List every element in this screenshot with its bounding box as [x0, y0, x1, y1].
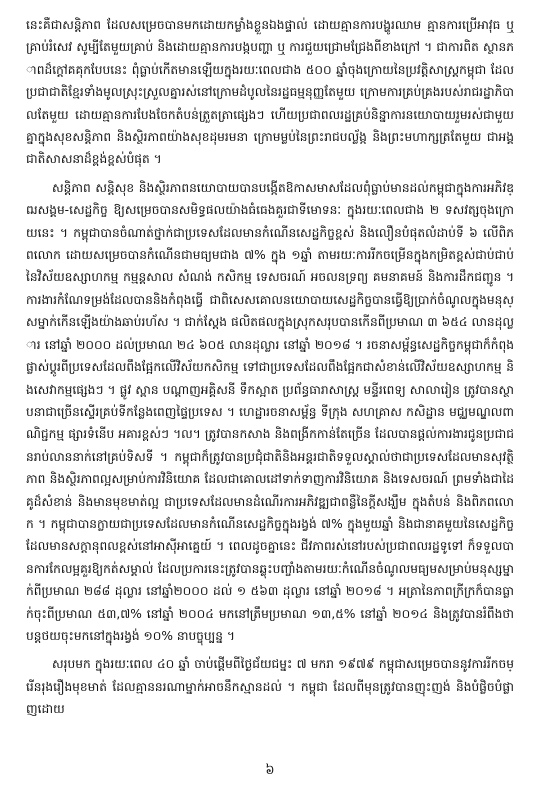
page-number: ៦	[265, 763, 275, 778]
paragraph-summary: សរុបមក ក្នុងរយៈពេល ៤០ ឆ្នាំ ចាប់ផ្តើមពីថ្ងៃជ័យជម្នះ ៧ មករា ១៩៧៩ កម្ពុជាសម្រេចបាននូវការរីកចម្រើនរុងរឿងមុខមាត់ ដែលគ្មាននរណាម្នាក់អាចនឹកស្មានដល់ ។ កម្ពុជា ដែលពីមុនត្រូវបានញុះញង់ និងបំផ្លិចបំផ្លាញដោយ	[26, 657, 514, 717]
paragraph-peace-achievement: នេះគឺជាសន្តិភាព ដែលសម្រេចបានមកដោយកម្លាំងខ្លួនឯងផ្ទាល់ ដោយគ្មានការបង្ហូរឈាម គ្មានការប្រើអាវុធ ឬ គ្រាប់រំសេវ សូម្បីតែមួយគ្រាប់ និងដោយគ្មានការបង្កបញ្ហា ឬ ការជួយជ្រោមជ្រែងពីខាងក្រៅ ។ ជាការពិត ស្ថានភាពដ៏ក្តៅគគុកបែបនេះ ពុំធ្លាប់កើតមានឡើយក្នុងរយៈពេលជាង ៥០០ ឆ្នាំចុងក្រោយនៃប្រវត្តិសាស្ត្រកម្ពុជា ដែលប្រជាជាតិខ្មែរទាំងមូលស្រុះស្រួលគ្នារស់នៅក្រោមដំបូលនៃរដ្ឋធម្មនុញ្ញតែមួយ ក្រោមការគ្រប់គ្រងរបស់រាជរដ្ឋាភិបាលតែមួយ ដោយគ្មានការបែងចែកតំបន់ត្រួតត្រាផ្សេងៗ ហើយប្រជាពលរដ្ឋគ្រប់និន្នាការនយោបាយរួមរស់ជាមួយគ្នាក្នុងសុខសន្តិភាព និងស្ថិរភាពយ៉ាងសុខដុមរមនា ក្រោមម្លប់នៃព្រះរាជបល្ល័ង្ក និងព្រះមហាក្សត្រតែមួយ ជាអង្គជាតិសាសនាដ៏ខ្ពង់ខ្ពស់បំផុត ។	[26, 18, 514, 167]
paragraph-socio-economic-development: សន្តិភាព សន្តិសុខ និងស្ថិរភាពនយោបាយបានបង្កើតឱកាសមាសដែលពុំធ្លាប់មានដល់កម្ពុជាក្នុងការអភិវឌ្ឍសង្គម-សេដ្ឋកិច្ច ឱ្យសម្រេចបានសមិទ្ធផលយ៉ាងធំធេងគួរជាទីមោទនៈ ក្នុងរយៈពេលជាង ២ ទសវត្សចុងក្រោយនេះ ។ កម្ពុជាបានចំណាត់ថ្នាក់ជាប្រទេសដែលមានកំណើនសេដ្ឋកិច្ចខ្ពស់ និងលឿនបំផុតលំដាប់ទី ៦ លើពិភពលោក ដោយសម្រេចបានកំណើនជាមធ្យមជាង ៧% ក្នុង ១ឆ្នាំ តាមរយៈការរីកចម្រើនក្នុងកម្រិតខ្ពស់ជាប់ជាប់នៃវិស័យឧស្សាហកម្ម កម្មន្តសាល សំណង់ កសិកម្ម ទេសចរណ៍ អចលនទ្រព្យ គមនាគមន៍ និងការដឹកជញ្ជូន ។ ការងារកំណែទម្រង់ដែលបាននិងកំពុងធ្វើ ជាពិសេសគោលនយោបាយសេដ្ឋកិច្ចបានធ្វើឱ្យប្រាក់ចំណូលក្នុងមនុស្សម្នាក់កើនឡើងយ៉ាងឆាប់រហ័ស ។ ជាក់ស្តែង ផលិតផលក្នុងស្រុកសរុបបានកើនពីប្រមាណ ៣ ៦៥៤ លានដុល្លារ នៅឆ្នាំ ២០០០ ដល់ប្រមាណ ២៤ ៦០៥ លានដុល្លារ នៅឆ្នាំ ២០១៨ ។ រចនាសម្ព័ន្ធសេដ្ឋកិច្ចកម្ពុជាក៏កំពុងផ្លាស់ប្តូរពីប្រទេសដែលពឹងផ្អែកលើវិស័យកសិកម្ម ទៅជាប្រទេសដែលពឹងផ្អែកជាសំខាន់លើវិស័យឧស្សាហកម្ម និងសេវាកម្មផ្សេងៗ ។ ផ្លូវ ស្ពាន បណ្តាញអគ្គិសនី ទឹកស្អាត ប្រព័ន្ធធារាសាស្ត្រ មន្ទីរពេទ្យ សាលារៀន ត្រូវបានស្ថាបនាជាច្រើនស្ទើរគ្រប់ទីកន្លែងពេញផ្ទៃប្រទេស ។ ហេដ្ឋារចនាសម្ព័ន្ធ ទីក្រុង សហគ្រាស កសិដ្ឋាន មជ្ឈមណ្ឌលពាណិជ្ជកម្ម ផ្សារទំនើប អគារខ្ពស់ៗ ។ល។ ត្រូវបានកសាង និងពង្រីកកាន់តែច្រើន ដែលបានផ្តល់ការងារជូនប្រជាជនរាប់លាននាក់នៅគ្រប់ទិសទី ។ កម្ពុជាក៏ត្រូវបានប្រជុំជាតិនិងអន្តរជាតិទទួលស្គាល់ថាជាប្រទេសដែលមានសុវត្ថិភាព និងស្ថិរភាពល្អសម្រាប់ការវិនិយោគ ដែលជាគោលដៅទាក់ទាញការវិនិយោគ និងទេសចរណ៍ ព្រមទាំងជាដៃគូដ៏សំខាន់ និងមានមុខមាត់ល្អ ជាប្រទេសដែលមានដំណើរការអភិវឌ្ឍជាពន្លឺនៃក្តីសង្ឃឹម ក្នុងតំបន់ និងពិភពលោក ។ កម្ពុជាបានក្លាយជាប្រទេសដែលមានកំណើនសេដ្ឋកិច្ចក្នុងរង្វង់ ៧% ក្នុងមួយឆ្នាំ និងជានាគមួយនៃសេដ្ឋកិច្ចដែលមានសក្តានុពលខ្ពស់នៅអាស៊ីអាគ្នេយ៍ ។ ពេលដូចគ្នានេះ ជីវភាពរស់នៅរបស់ប្រជាពលរដ្ឋទូទៅ ក៏ទទួលបានការកែលម្អគួរឱ្យកត់សម្គាល់ ដែលប្រការនេះត្រូវបានឆ្លុះបញ្ចាំងតាមរយៈកំណើនចំណូលមធ្យមសម្រាប់មនុស្សម្នាក់ពីប្រមាណ ២៨៨ ដុល្លារ នៅឆ្នាំ២០០០ ដល់ ១ ៥៦៣ ដុល្លារ នៅឆ្នាំ ២០១៨ ។ អត្រានៃភាពក្រីក្រក៏បានធ្លាក់ចុះពីប្រមាណ ៥៣,៧% នៅឆ្នាំ ២០០៤ មកនៅត្រឹមប្រមាណ ១៣,៥% នៅឆ្នាំ ២០១៤ និងត្រូវបានរំពឹងថា បន្តថយចុះមកនៅក្នុងរង្វង់ ១០% នាបច្ចុប្បន្ន ។	[26, 180, 514, 643]
